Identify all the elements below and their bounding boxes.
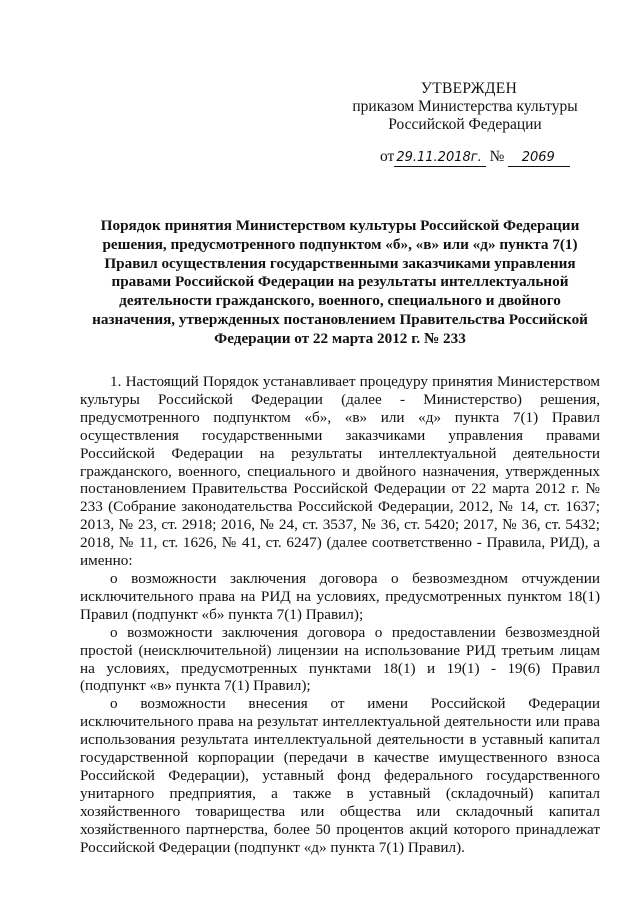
document-title: Порядок принятия Министерством культуры Российской Федерации решения, предусмотренного подпунктом «б», «в» или «д» пункта 7(1) Правил осуществления государственными заказчиками управления правами Российской Федерации на результаты интеллектуальной деятельности гражданского, военного, специального и двойного назначения, утвержденных постановлением Правительства Российской Федерации от 22 марта 2012 г. № 233 (92, 217, 588, 347)
paragraph-item-b: о возможности заключения договора о безвозмездном отчуждении исключительного права на РИД на условиях, предусмотренных пунктом 18(1) Правил (подпункт «б» пункта 7(1) Правил); (80, 569, 600, 623)
paragraph-item-d: о возможности внесения от имени Российской Федерации исключительного права на результат интеллектуальной деятельности или права использования результата интеллектуальной деятельности в уставный капитал государственной корпорации (передачи в качестве имущественного взноса Российской Федерации), уставный фонд федерального государственного унитарного предприятия, а также в уставный (складочный) капитал хозяйственного товарищества или общества или складочный капитал хозяйственного партнерства, более 50 процентов акций которого принадлежат Российской Федерации (подпункт «д» пункта 7(1) Правил). (80, 695, 600, 856)
paragraph-item-v: о возможности заключения договора о предоставлении безвозмездной простой (неисключительной) лицензии на использование РИД третьим лицам на условиях, предусмотренных пунктами 18(1) и 19(1) - 19(6) Правил (подпункт «в» пункта 7(1) Правил); (80, 623, 600, 695)
approval-line-ministry: приказом Министерства культуры (352, 98, 578, 115)
document-body (80, 373, 600, 856)
handwritten-date: 29.11.2018г. (394, 150, 485, 167)
approval-line-federation: Российской Федерации (388, 116, 542, 133)
approval-stamp (340, 80, 590, 134)
order-date-number (380, 148, 570, 167)
number-prefix: № (489, 148, 505, 165)
paragraph-1: 1. Настоящий Порядок устанавливает процедуру принятия Министерством культуры Российской Федерации (далее - Министерство) решения, предусмотренного подпунктом «б», «в» или «д» пункта 7(1) Правил осуществления государственными заказчиками управления правами Российской Федерации на результаты интеллектуальной деятельности гражданского, военного, специального и двойного назначения, утвержденных постановлением Правительства Российской Федерации от 22 марта 2012 г. № 233 (Собрание законодательства Российской Федерации, 2012, № 14, ст. 1637; 2013, № 23, ст. 2918; 2016, № 24, ст. 3537, № 36, ст. 5420; 2017, № 36, ст. 5432; 2018, № 11, ст. 1626, № 41, ст. 6247) (далее соответственно - Правила, РИД), а именно: (80, 373, 600, 570)
handwritten-number: 2069 (508, 150, 570, 167)
date-prefix: от (380, 148, 395, 165)
approval-title: УТВЕРЖДЕН (420, 80, 518, 97)
